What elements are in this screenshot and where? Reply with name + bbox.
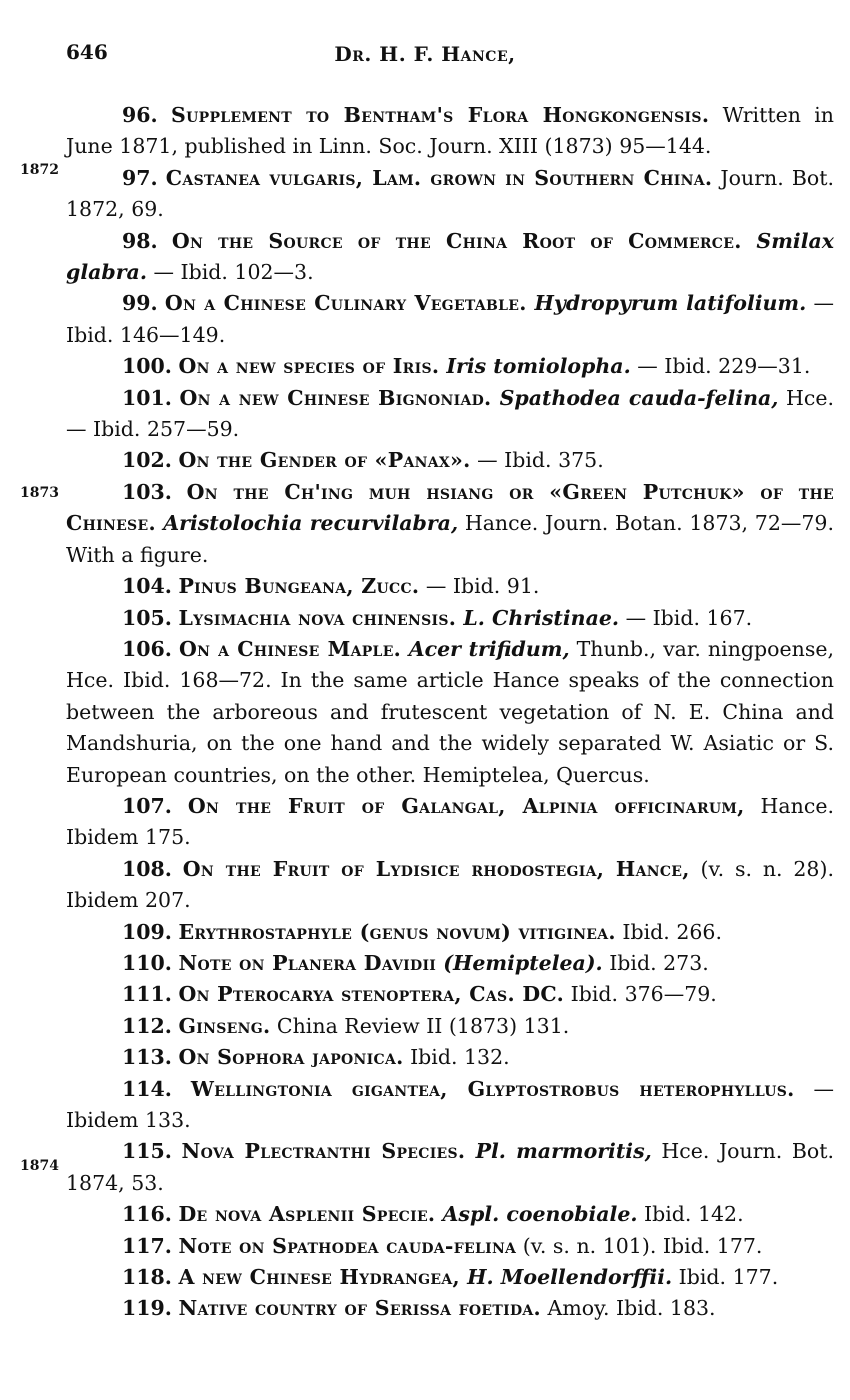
entry-species-name: Pl. marmoritis, — [465, 1139, 652, 1164]
entry-species-name: Smilax glabra. — [66, 228, 834, 285]
page-number: 646 — [66, 40, 108, 64]
entry-citation: — Ibid. 375. — [470, 448, 604, 473]
entry-citation: Amoy. Ibid. 183. — [541, 1296, 716, 1321]
bibliography-entry — [66, 854, 834, 917]
margin-year-1873: 1873 — [20, 485, 59, 501]
bibliography-entry — [66, 634, 834, 791]
bibliography-list — [66, 100, 834, 1325]
entry-species-name: (Hemiptelea). — [436, 950, 603, 975]
bibliography-entry — [66, 1293, 834, 1324]
bibliography-entry — [66, 1231, 834, 1262]
entry-citation: (v. s. n. 101). Ibid. 177. — [516, 1233, 763, 1258]
entry-species-name: Acer trifidum, — [401, 636, 570, 661]
entry-title: On the Fruit of Galangal, Alpinia officinarum, — [187, 793, 745, 818]
entry-citation: Ibid. 266. — [615, 919, 722, 944]
entry-title: Note on Planera Davidii — [178, 950, 437, 975]
entry-number: 113. — [122, 1045, 172, 1070]
running-head: Dr. H. F. Hance, — [334, 42, 516, 66]
entry-title: On a new species of Iris. — [178, 354, 440, 379]
entry-number: 118. — [122, 1265, 172, 1290]
entry-citation: Hance. Ibidem 175. — [66, 793, 834, 850]
entry-number: 104. — [122, 574, 172, 599]
entry-citation: Hce. — Ibid. 257—59. — [66, 385, 834, 442]
entry-number: 107. — [122, 793, 172, 818]
entry-title: De nova Asplenii Specie. — [178, 1202, 436, 1227]
bibliography-entry — [66, 791, 834, 854]
bibliography-entry — [66, 1074, 834, 1137]
entry-title: Note on Spathodea cauda-felina — [178, 1233, 517, 1258]
entry-title: Ginseng. — [178, 1013, 271, 1038]
entry-citation: Ibid. 177. — [672, 1265, 779, 1290]
entry-species-name: Spathodea cauda-felina, — [491, 385, 779, 410]
entry-number: 114. — [122, 1076, 172, 1101]
entry-title: Supplement to Bentham's Flora Hongkongensis. — [171, 103, 710, 127]
bibliography-entry — [66, 979, 834, 1010]
entry-title: Native country of Serissa foetida. — [178, 1296, 541, 1321]
bibliography-entry — [66, 445, 834, 476]
entry-citation: Ibid. 132. — [403, 1045, 510, 1070]
entry-species-name: Aristolochia recurvilabra, — [155, 511, 459, 536]
bibliography-entry — [66, 917, 834, 948]
entry-citation: — Ibidem 133. — [66, 1076, 834, 1132]
entry-title: Castanea vulgaris, Lam. grown in Southern China. — [165, 165, 713, 190]
margin-year-1872: 1872 — [20, 162, 59, 178]
entry-number: 111. — [122, 982, 172, 1007]
entry-citation: — Ibid. 91. — [419, 574, 540, 599]
entry-title: Pinus Bungeana, Zucc. — [178, 574, 420, 599]
entry-number: 100. — [122, 354, 172, 379]
entry-species-name: Iris tomiolopha. — [439, 354, 631, 379]
entry-number: 97. — [122, 165, 158, 190]
entry-number: 109. — [122, 919, 172, 944]
bibliography-entry — [66, 1136, 834, 1199]
entry-number: 105. — [122, 605, 172, 630]
bibliography-entry — [66, 603, 834, 634]
bibliography-entry — [66, 1262, 834, 1293]
entry-title: Wellingtonia gigantea, Glyptostrobus heterophyllus. — [190, 1076, 795, 1101]
entry-number: 103. — [122, 479, 172, 504]
bibliography-entry — [66, 100, 834, 163]
entry-number: 112. — [122, 1013, 172, 1038]
entry-citation: Written in June 1871, published in Linn. Soc. Journ. XIII (1873) 95—144. — [66, 103, 834, 159]
entry-title: Lysimachia nova chinensis. — [178, 605, 457, 630]
entry-citation: — Ibid. 102—3. — [146, 260, 314, 285]
entry-title: On the Fruit of Lydisice rhodostegia, Hance, — [182, 856, 690, 881]
entry-citation: Hance. Journ. Botan. 1873, 72—79. With a figure. — [66, 511, 834, 567]
entry-number: 116. — [122, 1202, 172, 1227]
entry-species-name: Hydropyrum latifolium. — [526, 291, 807, 316]
entry-number: 106. — [122, 636, 172, 661]
entry-species-name: Aspl. coenobiale. — [435, 1202, 638, 1227]
entry-title: On the Ch'ing muh hsiang or «Green Putchuk» of the Chinese. — [66, 479, 834, 536]
entry-title: On the Source of the China Root of Commerce. — [171, 228, 742, 253]
entry-title: On a new Chinese Bignoniad. — [179, 385, 492, 410]
entry-title: A new Chinese Hydrangea, — [178, 1265, 460, 1290]
entry-citation: — Ibid. 146—149. — [66, 291, 834, 347]
entry-number: 117. — [122, 1233, 172, 1258]
entry-citation: Ibid. 376—79. — [564, 982, 717, 1007]
entry-citation: Ibid. 273. — [602, 950, 709, 975]
entry-species-name: H. Moellendorffii. — [459, 1265, 673, 1290]
bibliography-entry — [66, 477, 834, 571]
bibliography-entry — [66, 571, 834, 602]
bibliography-entry — [66, 226, 834, 289]
entry-number: 99. — [122, 291, 158, 316]
entry-citation: Hce. Journ. Bot. 1874, 53. — [66, 1139, 834, 1195]
entry-number: 98. — [122, 228, 158, 253]
bibliography-entry — [66, 163, 834, 226]
margin-year-1874: 1874 — [20, 1158, 59, 1174]
entry-number: 115. — [122, 1139, 172, 1164]
entry-number: 96. — [122, 103, 158, 127]
entry-number: 108. — [122, 856, 172, 881]
entry-citation: Journ. Bot. 1872, 69. — [66, 165, 834, 222]
entry-citation: (v. s. n. 28). Ibidem 207. — [66, 856, 834, 913]
bibliography-entry — [66, 948, 834, 979]
entry-number: 119. — [122, 1296, 172, 1321]
entry-title: Nova Plectranthi Species. — [181, 1139, 466, 1164]
entry-title: On the Gender of «Panax». — [178, 448, 471, 473]
entry-number: 101. — [122, 385, 172, 410]
entry-citation: — Ibid. 167. — [619, 605, 753, 630]
entry-citation: Thunb., var. ningpoense, Hce. Ibid. 168—72. In the same article Hance speaks of the connection between the arboreous and frutescent vegetation of N. E. China and Mandshuria, on the one hand and the widely separated W. Asiatic or S. European countries, on the other. Hemiptelea, Quercus. — [66, 636, 834, 787]
entry-title: On a Chinese Culinary Vegetable. — [164, 291, 527, 316]
entry-citation: Ibid. 142. — [637, 1202, 744, 1227]
entry-title: On Sophora japonica. — [178, 1045, 404, 1070]
bibliography-entry — [66, 1199, 834, 1230]
bibliography-entry — [66, 1042, 834, 1073]
entry-number: 110. — [122, 950, 172, 975]
entry-citation: — Ibid. 229—31. — [630, 354, 811, 379]
entry-title: Erythrostaphyle (genus novum) vitiginea. — [178, 919, 616, 944]
entry-number: 102. — [122, 448, 172, 473]
bibliography-entry — [66, 351, 834, 382]
entry-species-name: L. Christinae. — [456, 605, 620, 630]
bibliography-entry — [66, 1011, 834, 1042]
entry-citation: China Review II (1873) 131. — [270, 1013, 570, 1038]
entry-title: On a Chinese Maple. — [178, 636, 402, 661]
bibliography-entry — [66, 288, 834, 351]
bibliography-entry — [66, 383, 834, 446]
entry-title: On Pterocarya stenoptera, Cas. DC. — [178, 982, 565, 1007]
